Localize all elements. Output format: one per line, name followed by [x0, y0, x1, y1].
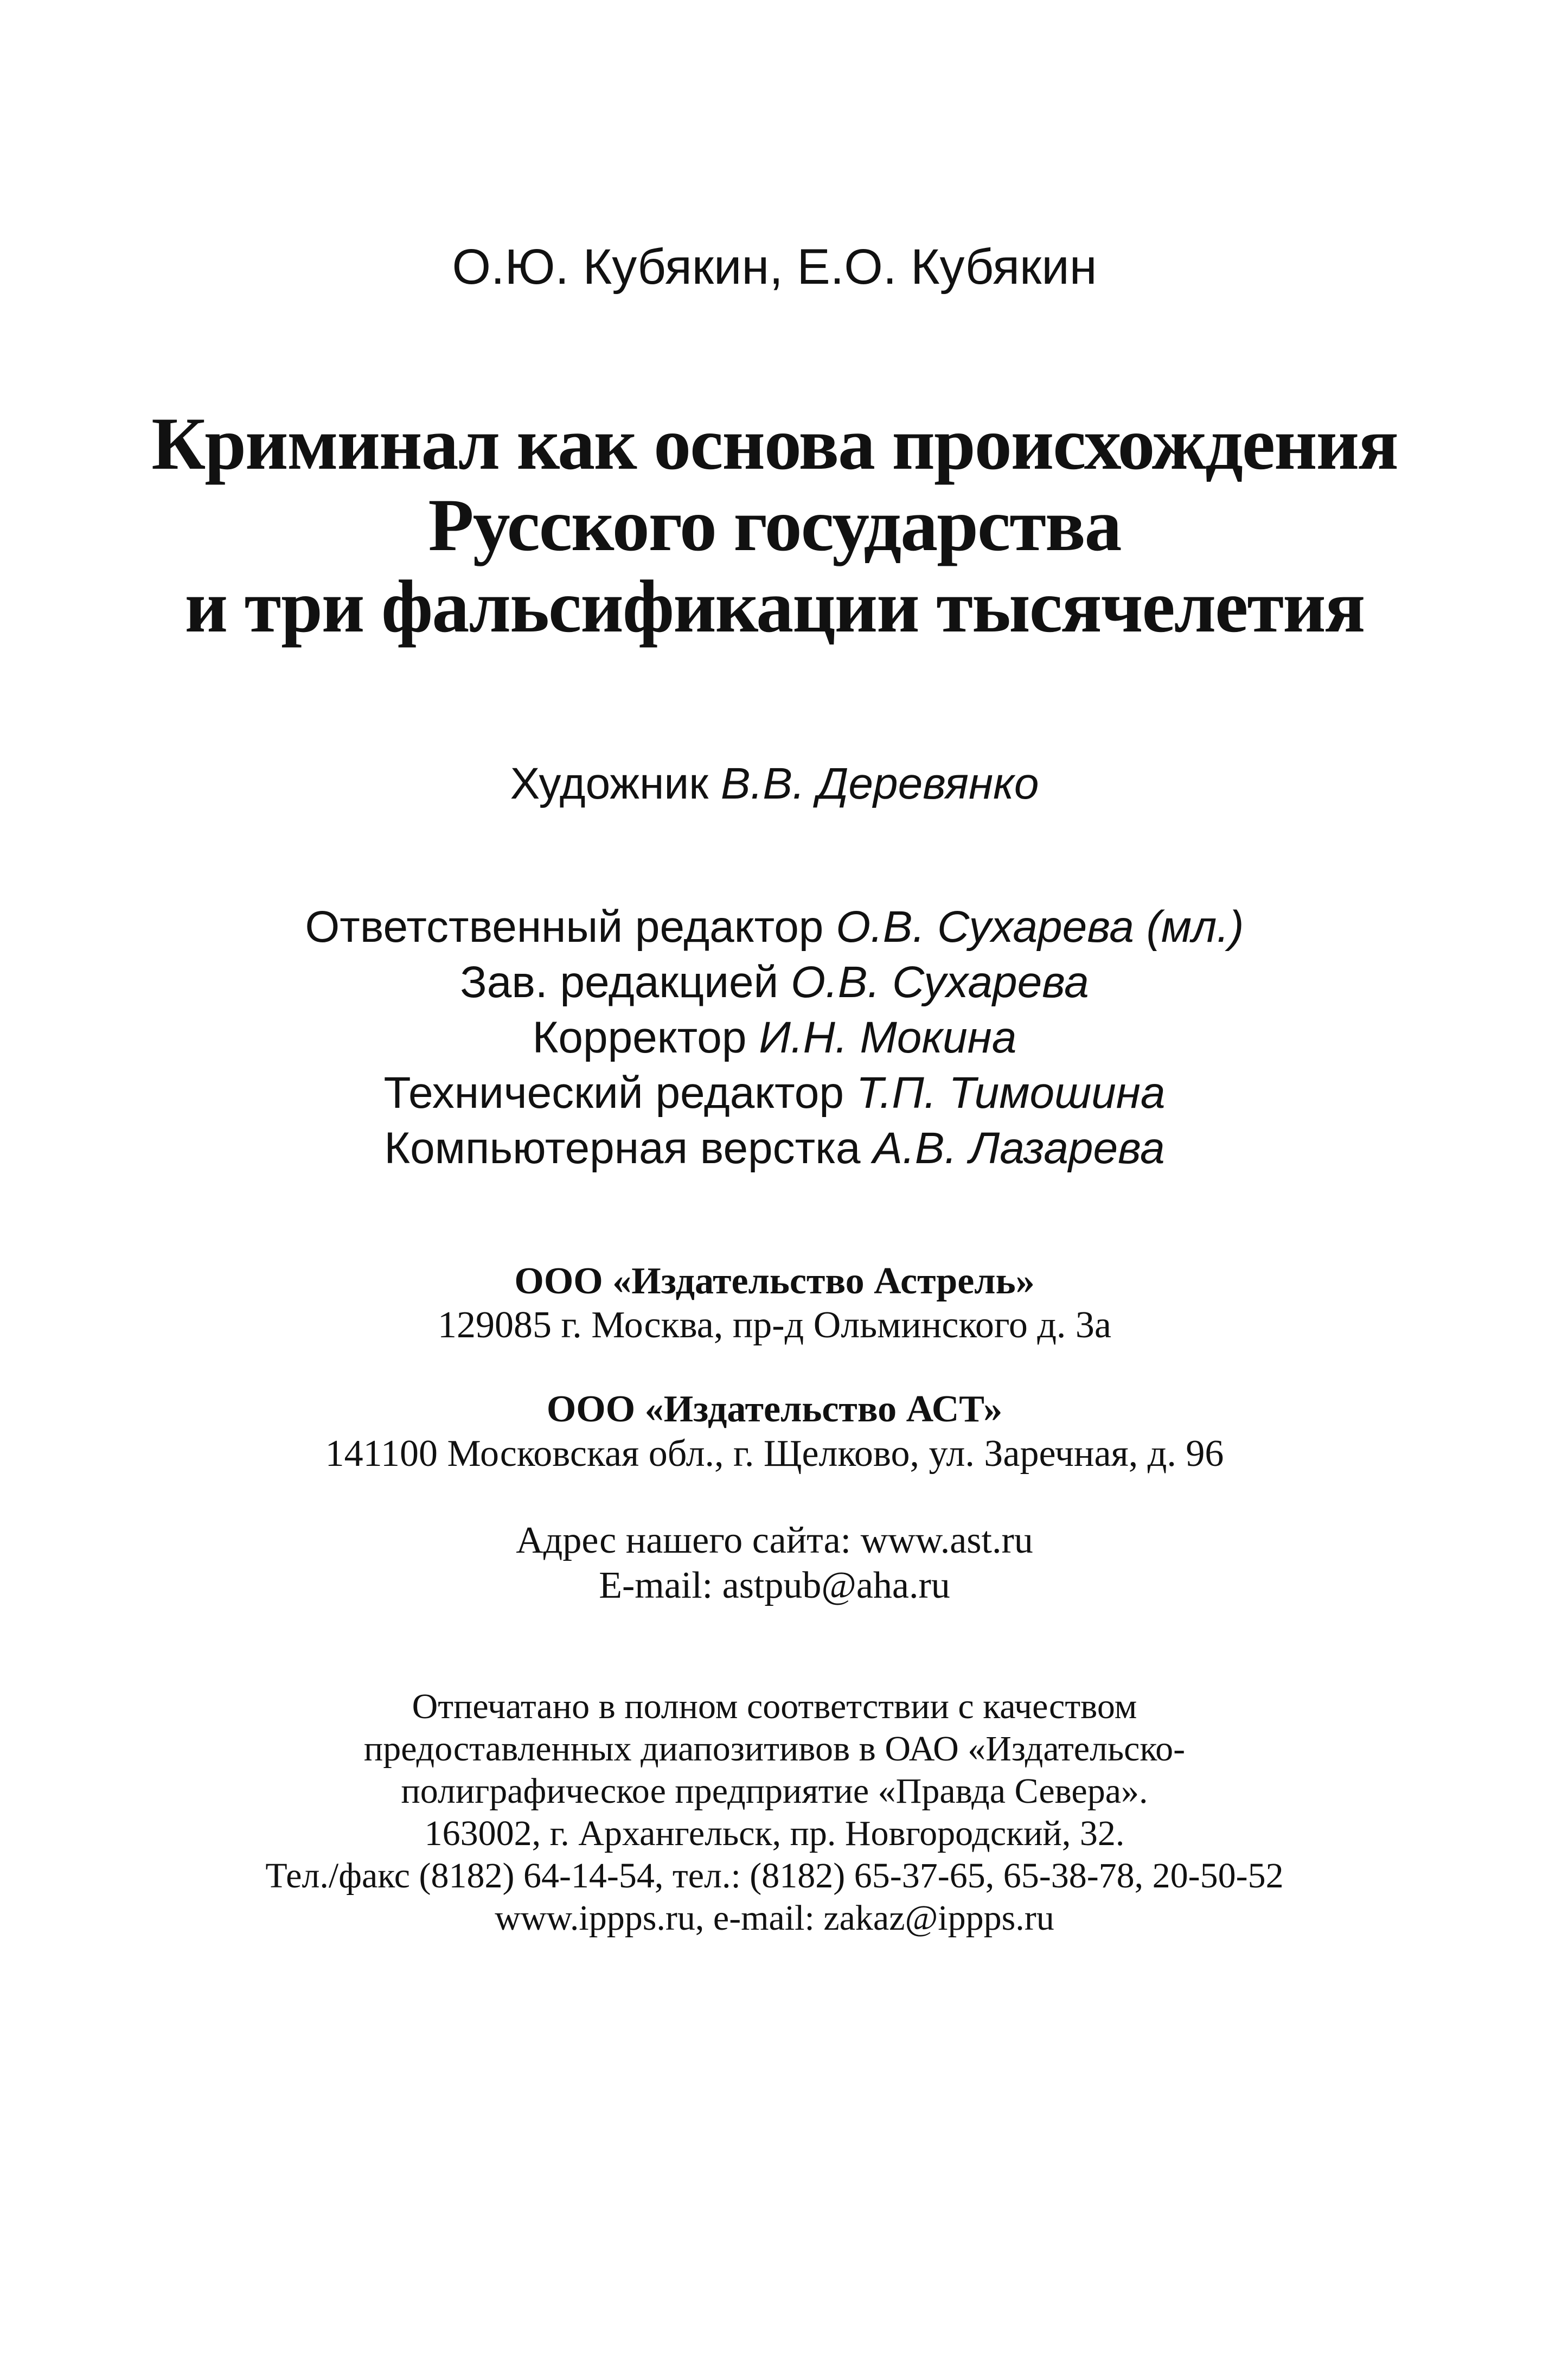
printing-line-5: Тел./факс (8182) 64-14-54, тел.: (8182) 65-37-65, 65-38-78, 20-50-52 — [265, 1856, 1284, 1896]
artist-name: В.В. Деревянко — [720, 759, 1039, 808]
printing-line-3: полиграфическое предприятие «Правда Севера». — [401, 1771, 1148, 1811]
artist-role: Художник — [510, 759, 709, 808]
credit-role: Корректор — [532, 1013, 747, 1062]
credit-name: Т.П. Тимошина — [856, 1068, 1166, 1118]
credit-name: О.В. Сухарева (мл.) — [836, 902, 1244, 952]
book-title-line-1: Криминал как основа происхождения — [151, 402, 1398, 485]
artist-credit — [0, 758, 1549, 809]
website-line: Адрес нашего сайта: www.ast.ru — [516, 1520, 1033, 1561]
credit-role: Ответственный редактор — [305, 902, 824, 952]
credit-name: А.В. Лазарева — [873, 1124, 1165, 1173]
credit-role: Зав. редакцией — [460, 958, 779, 1007]
credit-name: И.Н. Мокина — [759, 1013, 1017, 1062]
credit-layout — [0, 1123, 1549, 1174]
credit-proofreader — [0, 1012, 1549, 1063]
credit-responsible-editor — [0, 902, 1549, 953]
book-title-line-2: Русского государства — [428, 483, 1121, 566]
authors: О.Ю. Кубякин, Е.О. Кубякин — [452, 239, 1097, 295]
credit-technical-editor — [0, 1068, 1549, 1119]
credit-head-of-editorial — [0, 957, 1549, 1008]
printing-line-6: www.ippps.ru, e-mail: zakaz@ippps.ru — [495, 1898, 1054, 1938]
publisher-1-address: 129085 г. Москва, пр-д Ольминского д. 3а — [437, 1304, 1112, 1346]
printing-line-1: Отпечатано в полном соответствии с качеством — [412, 1687, 1137, 1726]
credit-name: О.В. Сухарева — [791, 958, 1089, 1007]
publisher-2-address: 141100 Московская обл., г. Щелково, ул. Заречная, д. 96 — [325, 1433, 1224, 1475]
publisher-2-name: ООО «Издательство АСТ» — [546, 1388, 1003, 1430]
email-line: E-mail: astpub@aha.ru — [599, 1565, 950, 1606]
credit-role: Технический редактор — [383, 1068, 844, 1118]
printing-line-4: 163002, г. Архангельск, пр. Новгородский, 32. — [424, 1814, 1125, 1853]
publisher-1-name: ООО «Издательство Астрель» — [514, 1260, 1035, 1302]
printing-line-2: предоставленных диапозитивов в ОАО «Издательско- — [363, 1729, 1186, 1769]
credit-role: Компьютерная верстка — [384, 1124, 861, 1173]
book-title-line-3: и три фальсификации тысячелетия — [184, 565, 1365, 648]
